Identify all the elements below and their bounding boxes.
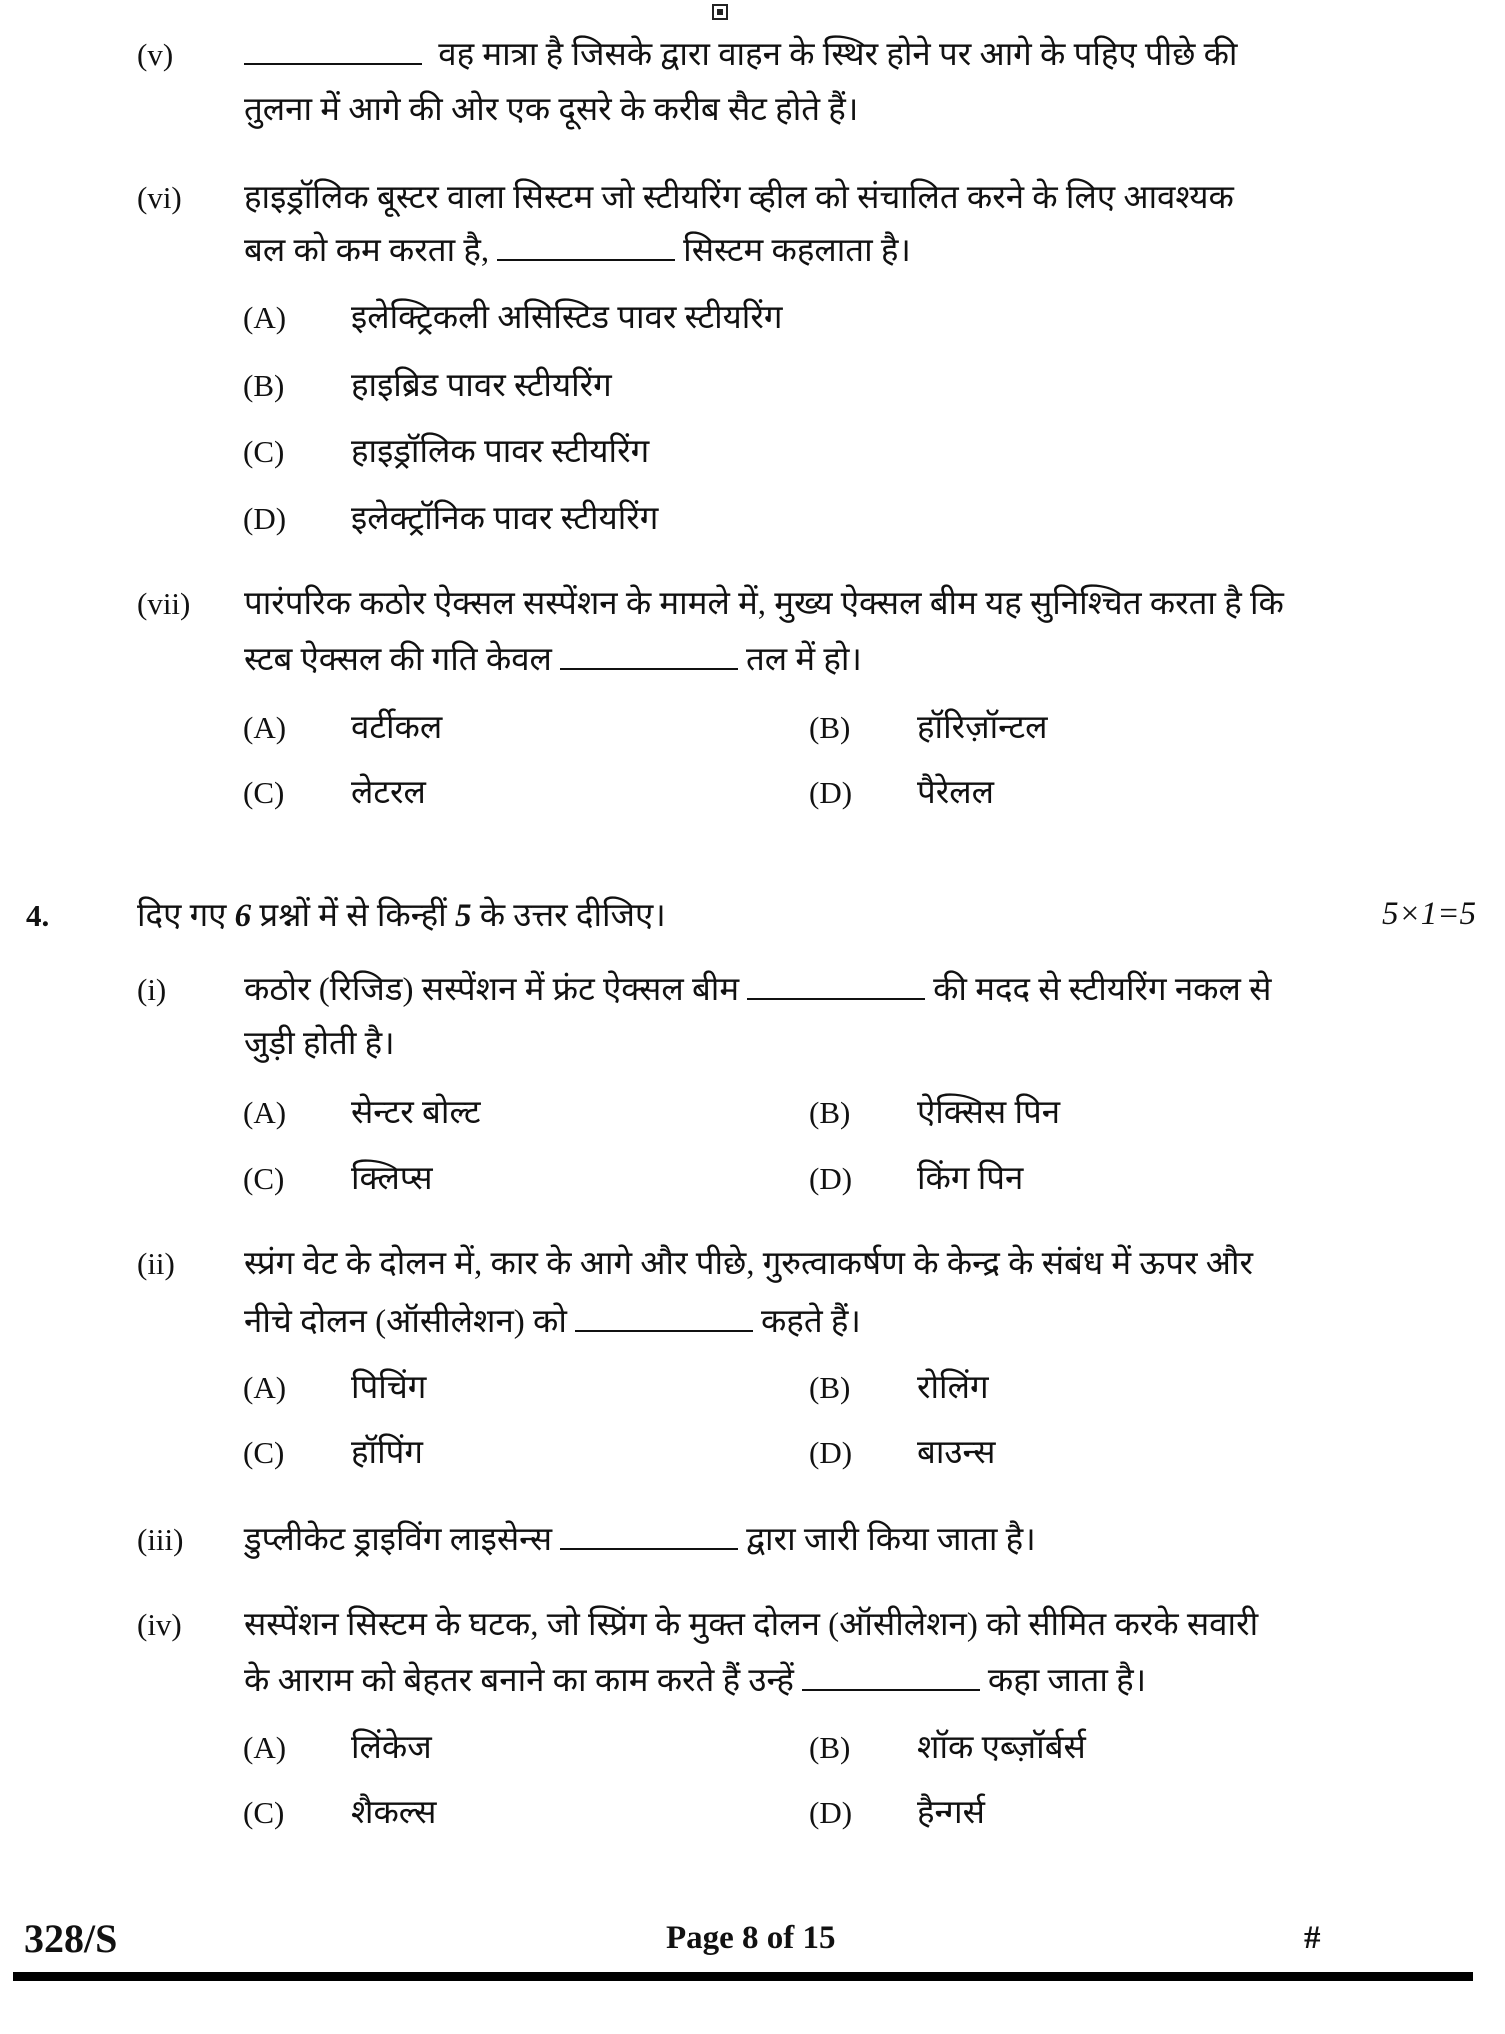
text: तल में हो।	[745, 642, 862, 678]
answer-blank	[560, 1520, 738, 1550]
question-text: जुड़ी होती है।	[244, 1026, 395, 1062]
answer-blank	[747, 970, 925, 1000]
text: डुप्लीकेट ड्राइविंग लाइसेन्स	[244, 1522, 553, 1558]
option-text: बाउन्स	[917, 1435, 996, 1471]
option-key: (D)	[809, 775, 853, 810]
question-instruction	[137, 896, 666, 936]
text: प्रश्नों में से किन्हीं	[259, 898, 447, 934]
text: दिए गए	[137, 898, 227, 934]
footer-rule	[13, 1972, 1473, 1981]
option-text: हॉपिंग	[351, 1435, 423, 1471]
option-text: हॉरिज़ॉन्टल	[917, 710, 1048, 746]
question-number: (vi)	[137, 180, 182, 215]
question-text	[244, 1661, 1146, 1701]
hash-mark: #	[1304, 1920, 1321, 1956]
text: कहा जाता है।	[987, 1663, 1147, 1699]
option-text: लेटरल	[351, 775, 426, 811]
option-text: इलेक्ट्रॉनिक पावर स्टीयरिंग	[351, 501, 659, 537]
question-text: सस्पेंशन सिस्टम के घटक, जो स्प्रिंग के मुक्त दोलन (ऑसीलेशन) को सीमित करके सवारी	[244, 1607, 1259, 1643]
question-text	[244, 35, 1237, 75]
option-key: (B)	[809, 710, 851, 745]
question-text: हाइड्रॉलिक बूस्टर वाला सिस्टम जो स्टीयरिंग व्हील को संचालित करने के लिए आवश्यक	[244, 180, 1234, 216]
option-text: ऐक्सिस पिन	[917, 1095, 1061, 1131]
option-key: (A)	[243, 300, 287, 335]
question-number: (iv)	[137, 1607, 182, 1642]
option-text: क्लिप्स	[351, 1161, 433, 1197]
question-number: (v)	[137, 37, 174, 72]
paper-code: 328/S	[24, 1916, 118, 1961]
option-key: (D)	[809, 1795, 853, 1830]
question-number: (i)	[137, 972, 167, 1007]
option-text: हैन्गर्स	[917, 1795, 985, 1831]
question-number: (vii)	[137, 586, 191, 621]
option-key: (D)	[809, 1435, 853, 1470]
answer-blank	[244, 35, 422, 65]
option-key: (D)	[809, 1161, 853, 1196]
question-text	[244, 1520, 1036, 1560]
option-text: वर्टीकल	[351, 710, 443, 746]
option-text: इलेक्ट्रिकली असिस्टिड पावर स्टीयरिंग	[351, 300, 783, 336]
question-text	[244, 970, 1271, 1010]
option-text: सेन्टर बोल्ट	[351, 1095, 481, 1131]
text: वह मात्रा है जिसके द्वारा वाहन के स्थिर होने पर आगे के पहिए पीछे की	[438, 37, 1238, 73]
page-number: Page 8 of 15	[666, 1920, 836, 1956]
answer-blank	[575, 1302, 753, 1332]
text: नीचे दोलन (ऑसीलेशन) को	[244, 1304, 567, 1340]
option-text: शैकल्स	[351, 1795, 437, 1831]
option-key: (C)	[243, 1795, 285, 1830]
option-key: (B)	[809, 1370, 851, 1405]
text: के आराम को बेहतर बनाने का काम करते हैं उन्हें	[244, 1663, 794, 1699]
question-text	[244, 231, 911, 271]
option-key: (D)	[243, 501, 287, 536]
option-key: (C)	[243, 775, 285, 810]
option-text: पिचिंग	[351, 1370, 427, 1406]
option-text: शॉक एब्ज़ॉर्बर्स	[917, 1730, 1086, 1766]
question-text	[244, 1302, 861, 1342]
text: कठोर (रिजिड) सस्पेंशन में फ्रंट ऐक्सल बीम	[244, 972, 740, 1008]
count: 5	[454, 898, 472, 934]
option-key: (A)	[243, 710, 287, 745]
option-key: (A)	[243, 1370, 287, 1405]
text: की मदद से स्टीयरिंग नकल से	[933, 972, 1272, 1008]
question-text: स्प्रंग वेट के दोलन में, कार के आगे और पीछे, गुरुत्वाकर्षण के केन्द्र के संबंध में ऊपर और	[244, 1246, 1254, 1282]
question-text: पारंपरिक कठोर ऐक्सल सस्पेंशन के मामले में, मुख्य ऐक्सल बीम यह सुनिश्चित करता है कि	[244, 586, 1284, 622]
answer-blank	[497, 231, 675, 261]
qr-code-icon	[712, 4, 728, 20]
answer-blank	[560, 640, 738, 670]
option-key: (C)	[243, 434, 285, 469]
text: कहते हैं।	[760, 1304, 861, 1340]
option-text: रोलिंग	[917, 1370, 989, 1406]
text: द्वारा जारी किया जाता है।	[746, 1522, 1036, 1558]
option-key: (C)	[243, 1161, 285, 1196]
option-text: पैरेलल	[917, 775, 994, 811]
text: बल को कम करता है,	[244, 233, 490, 269]
option-key: (B)	[809, 1095, 851, 1130]
option-key: (A)	[243, 1730, 287, 1765]
option-key: (A)	[243, 1095, 287, 1130]
question-text: तुलना में आगे की ओर एक दूसरे के करीब सैट होते हैं।	[244, 92, 859, 128]
option-key: (B)	[243, 368, 285, 403]
count: 6	[234, 898, 252, 934]
text: सिस्टम कहलाता है।	[683, 233, 911, 269]
marks: 5×1=5	[1381, 896, 1476, 932]
question-number: (iii)	[137, 1522, 184, 1557]
option-text: किंग पिन	[917, 1161, 1024, 1197]
question-number: (ii)	[137, 1246, 175, 1281]
option-key: (B)	[809, 1730, 851, 1765]
text: के उत्तर दीजिए।	[479, 898, 666, 934]
question-text	[244, 640, 862, 680]
option-text: हाइब्रिड पावर स्टीयरिंग	[351, 368, 612, 404]
option-text: लिंकेज	[351, 1730, 432, 1766]
text: स्टब ऐक्सल की गति केवल	[244, 642, 552, 678]
option-text: हाइड्रॉलिक पावर स्टीयरिंग	[351, 434, 650, 470]
option-key: (C)	[243, 1435, 285, 1470]
answer-blank	[802, 1661, 980, 1691]
question-number: 4.	[26, 898, 50, 933]
